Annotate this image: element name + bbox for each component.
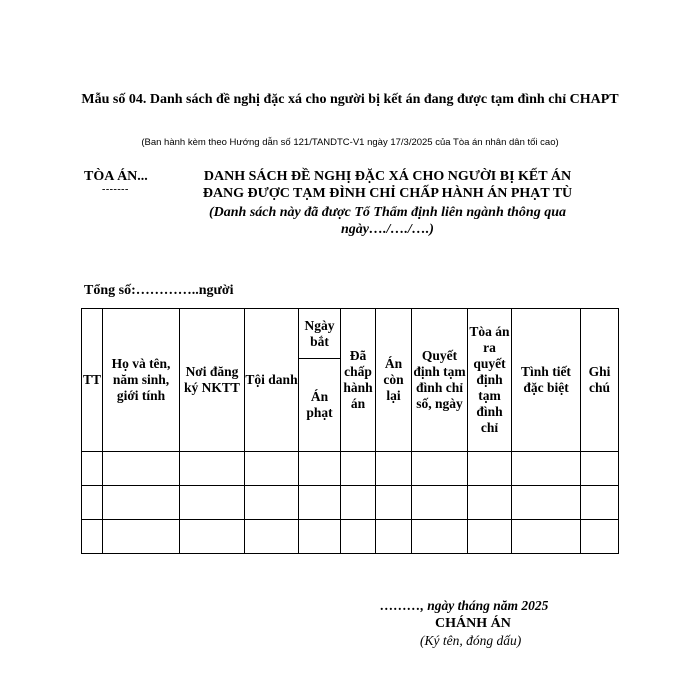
table-cell[interactable]	[412, 520, 468, 554]
header-residence: Nơi đăng ký NKTT	[180, 309, 245, 452]
table-cell[interactable]	[103, 486, 180, 520]
form-title: Mẫu số 04. Danh sách đề nghị đặc xá cho người bị kết án đang được tạm đình chỉ CHAPT	[81, 92, 619, 107]
table-row	[82, 486, 619, 520]
table-row	[82, 452, 619, 486]
table-cell[interactable]	[581, 520, 619, 554]
table-cell[interactable]	[180, 486, 245, 520]
table-cell[interactable]	[82, 520, 103, 554]
table-cell[interactable]	[103, 520, 180, 554]
table-cell[interactable]	[468, 520, 512, 554]
table-cell[interactable]	[341, 452, 376, 486]
table-cell[interactable]	[180, 452, 245, 486]
table-cell[interactable]	[512, 520, 581, 554]
court-label: TÒA ÁN...	[84, 169, 148, 184]
header-tt: TT	[82, 309, 103, 452]
table-cell[interactable]	[299, 520, 341, 554]
table-cell[interactable]	[299, 452, 341, 486]
header-sentence: Án phạt	[299, 359, 341, 452]
table-cell[interactable]	[245, 520, 299, 554]
header-crime: Tội danh	[245, 309, 299, 452]
table-cell[interactable]	[82, 452, 103, 486]
table-cell[interactable]	[468, 486, 512, 520]
header-arrest-day: Ngày bắt	[299, 309, 341, 359]
header-issuing-court: Tòa án ra quyết định tạm đình chỉ	[468, 309, 512, 452]
table-cell[interactable]	[376, 486, 412, 520]
table-cell[interactable]	[512, 452, 581, 486]
signature-note: (Ký tên, đóng dấu)	[420, 633, 522, 648]
header-served: Đã chấp hành án	[341, 309, 376, 452]
signature-date: ………, ngày tháng năm 2025	[380, 598, 549, 613]
court-separator: -------	[102, 184, 129, 195]
table-cell[interactable]	[412, 452, 468, 486]
table-cell[interactable]	[245, 452, 299, 486]
header-remaining: Án còn lại	[376, 309, 412, 452]
table-cell[interactable]	[82, 486, 103, 520]
table-cell[interactable]	[581, 486, 619, 520]
table-cell[interactable]	[341, 520, 376, 554]
table-cell[interactable]	[299, 486, 341, 520]
signature-title: CHÁNH ÁN	[435, 616, 511, 631]
table-cell[interactable]	[180, 520, 245, 554]
form-subtitle: (Ban hành kèm theo Hướng dẫn số 121/TANDTC-V1 ngày 17/3/2025 của Tòa án nhân dân tối cao)	[141, 137, 559, 148]
table-cell[interactable]	[581, 452, 619, 486]
header-suspension-decision: Quyết định tạm đình chỉ số, ngày	[412, 309, 468, 452]
candidate-table	[81, 308, 619, 554]
table-cell[interactable]	[376, 520, 412, 554]
header-name: Họ và tên, năm sinh, giới tính	[103, 309, 180, 452]
table-cell[interactable]	[468, 452, 512, 486]
table-cell[interactable]	[103, 452, 180, 486]
table-row	[82, 520, 619, 554]
table-cell[interactable]	[412, 486, 468, 520]
header-note: Ghi chú	[581, 309, 619, 452]
list-title: DANH SÁCH ĐỀ NGHỊ ĐẶC XÁ CHO NGƯỜI BỊ KẾT ÁN ĐANG ĐƯỢC TẠM ĐÌNH CHỈ CHẤP HÀNH ÁN PHẠT TÙ	[202, 169, 573, 201]
total-count: Tổng số:…………..người	[84, 283, 234, 298]
list-approval-note: (Danh sách này đã được Tổ Thẩm định liên ngành thông qua ngày…./…./….)	[208, 205, 567, 237]
table-cell[interactable]	[376, 452, 412, 486]
table-cell[interactable]	[245, 486, 299, 520]
header-special: Tình tiết đặc biệt	[512, 309, 581, 452]
table-cell[interactable]	[341, 486, 376, 520]
table-cell[interactable]	[512, 486, 581, 520]
